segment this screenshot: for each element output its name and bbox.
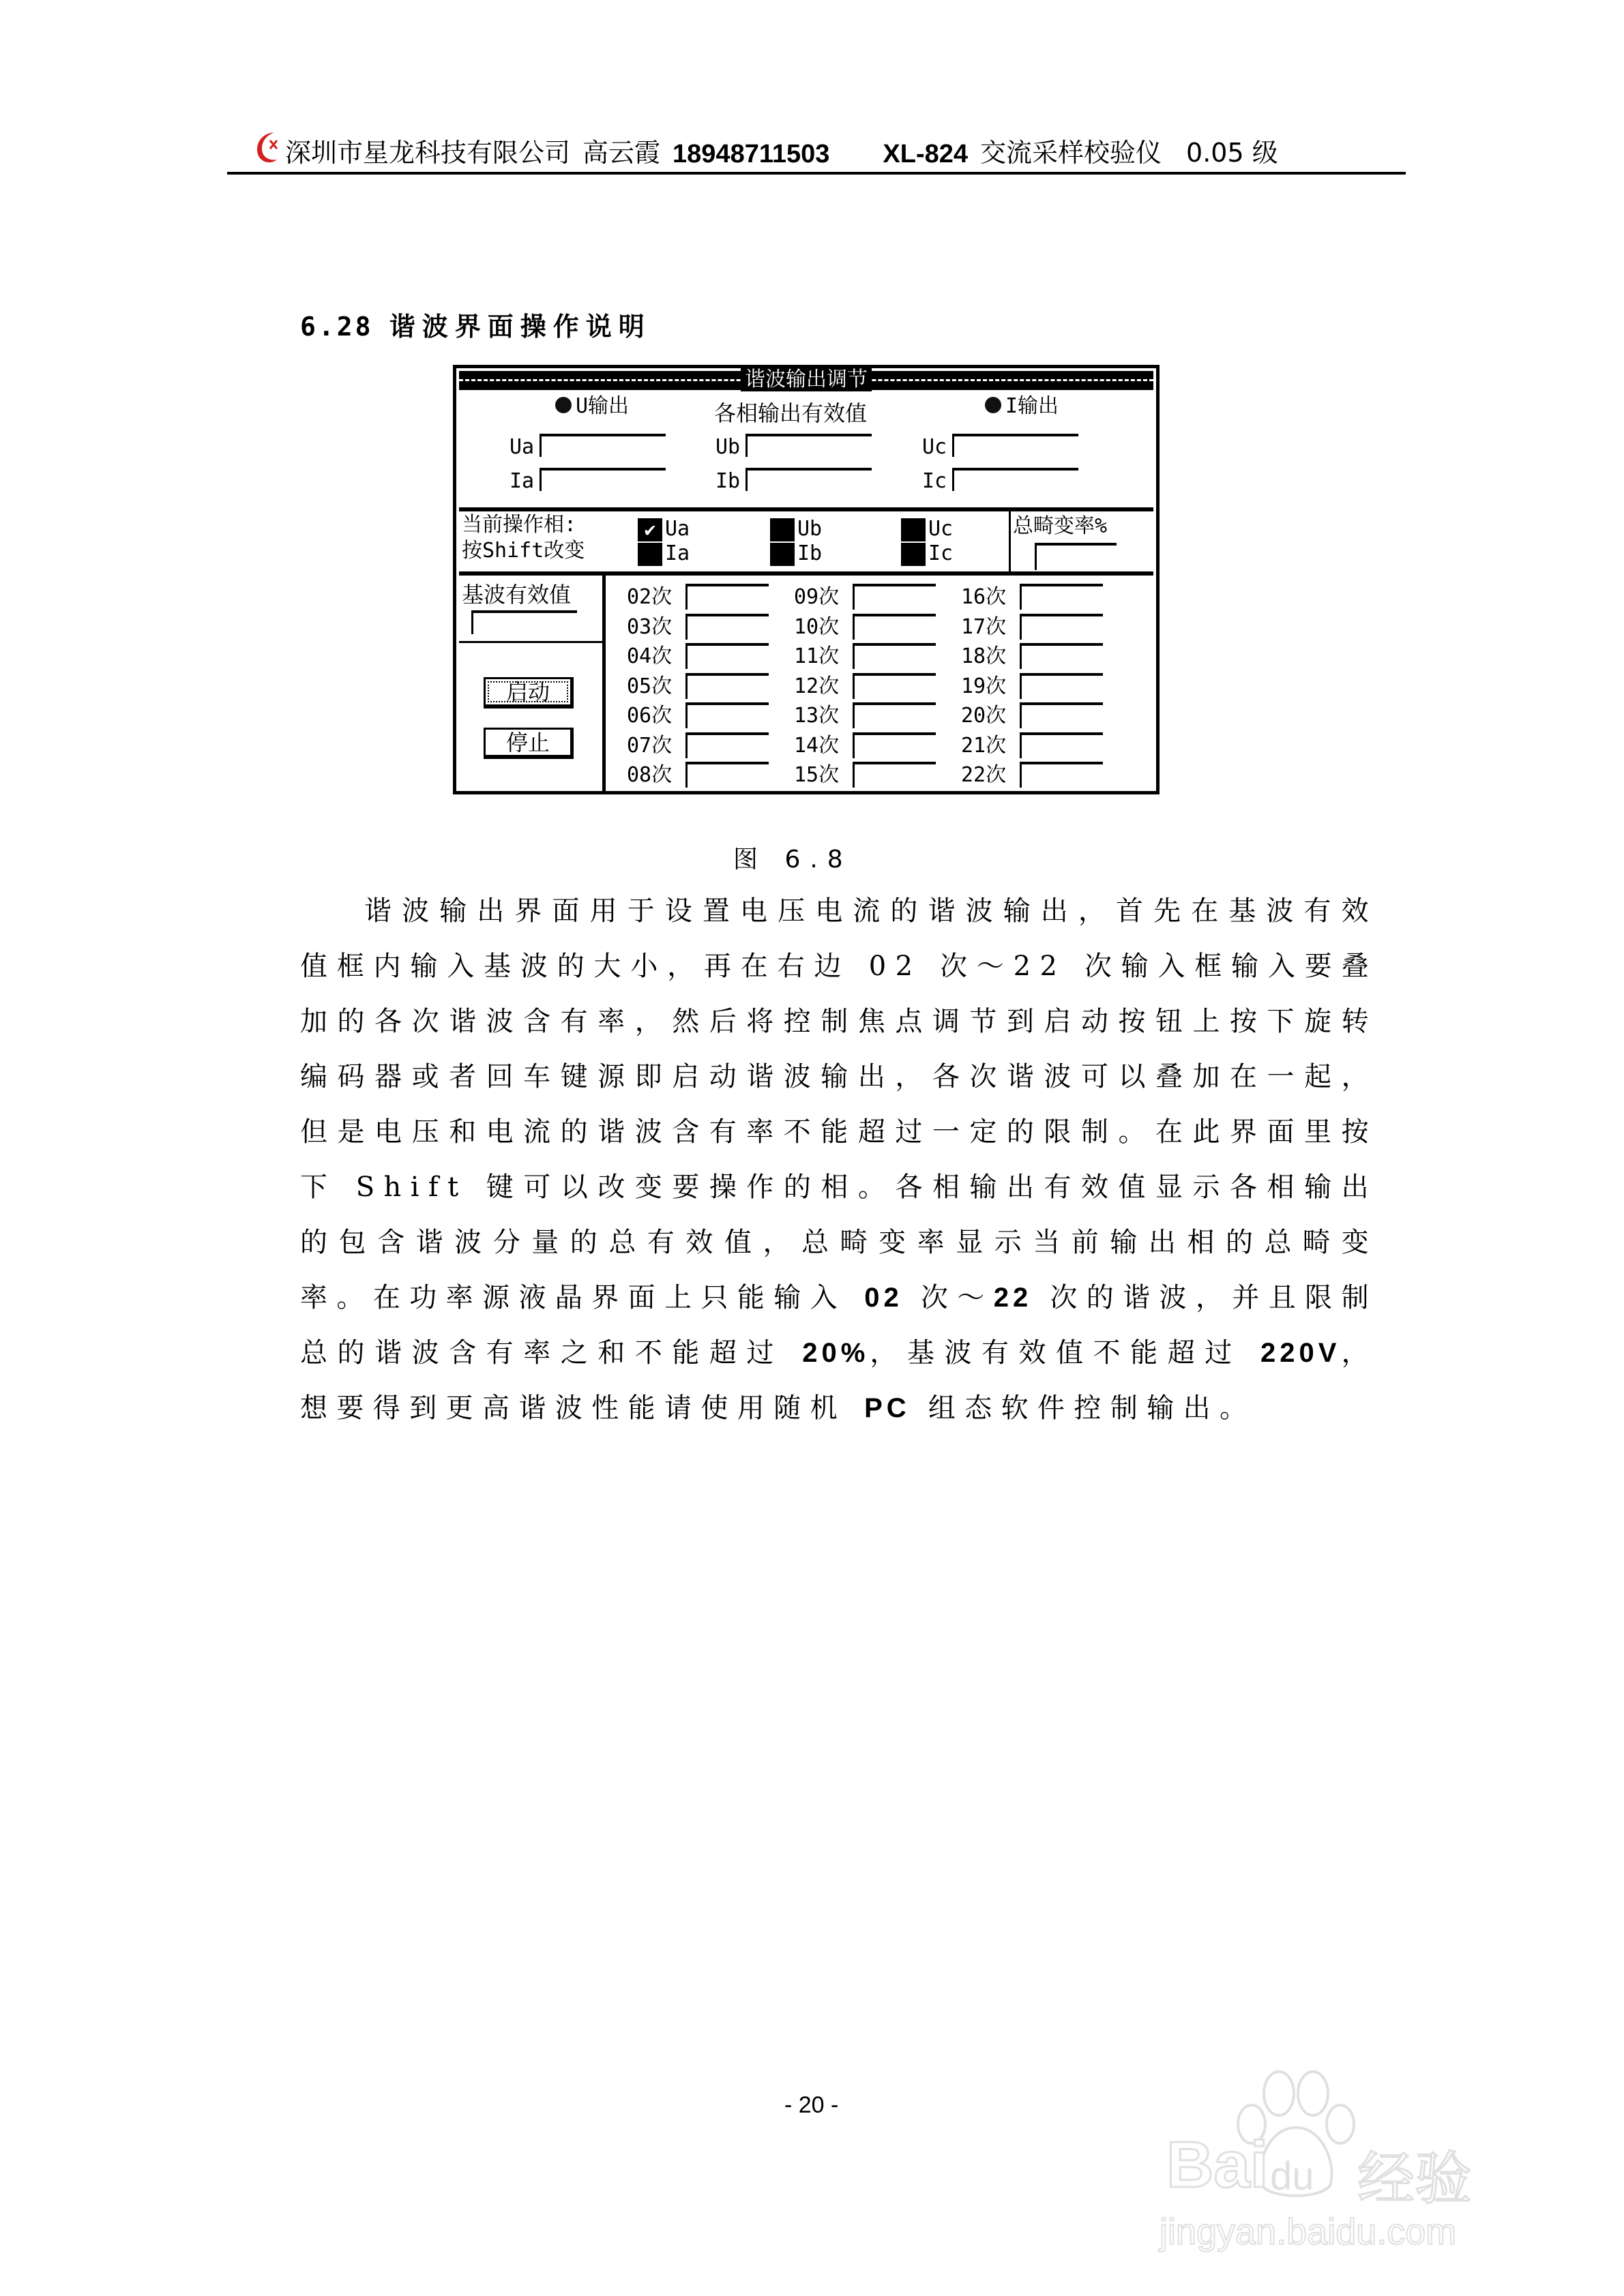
- harmonic-field-08[interactable]: [685, 762, 769, 788]
- para-bold: 220V: [1260, 1338, 1341, 1368]
- watermark-brand: Bai: [1166, 2128, 1269, 2201]
- harmonic-label-04: [627, 646, 672, 668]
- radio-dot-icon: [555, 397, 572, 413]
- check-uc[interactable]: [901, 518, 926, 541]
- harmonic-field-18[interactable]: [1020, 643, 1103, 669]
- harmonic-suffix: 次: [818, 644, 840, 668]
- divider: [459, 641, 602, 643]
- harmonic-field-21[interactable]: [1020, 732, 1103, 758]
- harmonic-label-10: [794, 616, 839, 638]
- harmonic-order: 03: [627, 614, 652, 639]
- current-phase-label: 当前操作相:: [462, 513, 577, 537]
- harmonic-order: 07: [627, 733, 652, 758]
- start-button-label: 启动: [505, 679, 550, 705]
- body-paragraph: [300, 884, 1378, 1436]
- harmonic-order: 22: [961, 763, 986, 787]
- harmonic-label-22: [961, 764, 1006, 786]
- harmonic-label-18: [961, 646, 1006, 668]
- harmonic-suffix: 次: [818, 614, 840, 639]
- harmonic-suffix: 次: [986, 585, 1007, 609]
- harmonic-order: 11: [794, 644, 819, 668]
- harmonic-suffix: 次: [986, 614, 1007, 639]
- divider: [459, 571, 1153, 576]
- harmonic-label-15: [794, 764, 839, 786]
- harmonic-suffix: 次: [986, 704, 1007, 728]
- harmonic-label-17: [961, 616, 1006, 638]
- check-label-ub: Ub: [797, 517, 823, 541]
- i-output-radio[interactable]: [985, 396, 1059, 417]
- phase-label-ic: Ic: [922, 469, 947, 493]
- para-text: ，基波有效值不能超过: [869, 1337, 1261, 1369]
- harmonic-order: 21: [961, 733, 986, 758]
- harmonic-label-12: [794, 676, 839, 698]
- figure-caption: 图 6.8: [733, 846, 853, 874]
- harmonic-field-17[interactable]: [1020, 614, 1103, 640]
- para-bold: 20%: [802, 1338, 870, 1368]
- rms-heading: 各相输出有效值: [714, 400, 868, 426]
- start-button[interactable]: [484, 677, 574, 709]
- header-product: 交流采样校验仪: [980, 138, 1162, 168]
- harmonic-field-07[interactable]: [685, 732, 769, 758]
- harmonic-suffix: 次: [651, 704, 673, 728]
- para-text: 谐波输出界面用于设置电压电流的谐波输出，首先在基波有效值框内输入基波的大小，再在右边 02 次～22 次输入框输入要叠加的各次谐波含有率，然后将控制焦点调节到启动按钮上按下旋转编码器或者回车键源即启动谐波输出，各次谐波可以叠加在一起，但是电压和电流的谐波含有率不能超过一定的限制。在此界面里按下 Shift 键可以改变要操作的相。各相输出有效值显示各相输出的包含谐波分量的总有效值，总畸变率显示当前输出相的总畸变率。在功率源液晶界面上只能输入: [300, 895, 1378, 1313]
- harmonic-suffix: 次: [818, 733, 840, 758]
- company-logo-icon: [254, 128, 282, 166]
- header-contact: 高云霞: [582, 138, 661, 168]
- dialog-title: 谐波输出调节: [741, 368, 872, 391]
- phase-field-ua: [540, 434, 666, 457]
- harmonic-suffix: 次: [818, 763, 840, 787]
- harmonic-suffix: 次: [986, 644, 1007, 668]
- watermark-brand-du: du: [1270, 2154, 1314, 2198]
- harmonic-suffix: 次: [986, 733, 1007, 758]
- para-bold: PC: [864, 1393, 911, 1423]
- harmonic-order: 02: [627, 585, 652, 609]
- harmonic-order: 13: [794, 704, 819, 728]
- thd-label: 总畸变率%: [1013, 514, 1108, 538]
- stop-button[interactable]: [484, 728, 574, 759]
- harmonic-suffix: 次: [818, 585, 840, 609]
- section-number: 6.28: [300, 312, 374, 342]
- harmonic-label-11: [794, 646, 839, 668]
- harmonic-order: 19: [961, 674, 986, 698]
- para-bold: 02: [864, 1283, 903, 1313]
- harmonic-field-10[interactable]: [853, 614, 936, 640]
- harmonic-label-02: [627, 586, 672, 608]
- harmonic-order: 05: [627, 674, 652, 698]
- check-label-uc: Uc: [928, 517, 954, 541]
- harmonic-field-03[interactable]: [685, 614, 769, 640]
- para-text: 次的谐波，并且限制总的谐波含有率之和不能超过: [300, 1282, 1378, 1369]
- harmonic-field-13[interactable]: [853, 702, 936, 728]
- harmonic-label-09: [794, 586, 839, 608]
- harmonic-suffix: 次: [986, 763, 1007, 787]
- harmonic-order: 06: [627, 704, 652, 728]
- phase-field-uc: [952, 434, 1078, 457]
- check-ib[interactable]: [770, 543, 795, 566]
- check-label-ia: Ia: [665, 541, 690, 565]
- harmonic-field-09[interactable]: [853, 584, 936, 610]
- phase-label-ib: Ib: [715, 469, 741, 493]
- radio-dot-icon: [985, 397, 1001, 413]
- harmonic-order: 08: [627, 763, 652, 787]
- harmonic-order: 16: [961, 585, 986, 609]
- harmonic-field-11[interactable]: [853, 643, 936, 669]
- i-output-label: I输出: [1005, 394, 1059, 418]
- harmonic-label-13: [794, 705, 839, 727]
- harmonic-order: 14: [794, 733, 819, 758]
- shift-hint: 按Shift改变: [462, 539, 585, 563]
- harmonic-field-15[interactable]: [853, 762, 936, 788]
- phase-label-ub: Ub: [715, 435, 741, 459]
- harmonic-field-06[interactable]: [685, 702, 769, 728]
- stop-button-label: 停止: [505, 730, 550, 756]
- check-label-ib: Ib: [797, 541, 823, 565]
- harmonic-field-22[interactable]: [1020, 762, 1103, 788]
- harmonic-suffix: 次: [651, 733, 673, 758]
- para-text: ，想要得到更高谐波性能请使用随机: [300, 1337, 1378, 1424]
- check-ub[interactable]: [770, 518, 795, 541]
- phase-field-ub: [745, 434, 872, 457]
- watermark-url: jingyan.baidu.com: [1160, 2211, 1457, 2252]
- harmonic-field-14[interactable]: [853, 732, 936, 758]
- harmonic-order: 15: [794, 763, 819, 787]
- harmonic-label-06: [627, 705, 672, 727]
- harmonic-label-20: [961, 705, 1006, 727]
- harmonic-label-08: [627, 764, 672, 786]
- harmonic-field-04[interactable]: [685, 643, 769, 669]
- harmonic-order: 20: [961, 704, 986, 728]
- harmonic-label-19: [961, 676, 1006, 698]
- harmonic-field-05[interactable]: [685, 673, 769, 699]
- phase-label-ia: Ia: [510, 469, 535, 493]
- check-label-ua: Ua: [665, 517, 690, 541]
- harmonic-suffix: 次: [651, 763, 673, 787]
- baidu-watermark: [1153, 2046, 1535, 2271]
- harmonic-suffix: 次: [651, 614, 673, 639]
- harmonic-suffix: 次: [986, 674, 1007, 698]
- check-ia[interactable]: [638, 543, 662, 566]
- harmonic-order: 09: [794, 585, 819, 609]
- harmonic-field-20[interactable]: [1020, 702, 1103, 728]
- fundamental-label: 基波有效值: [462, 582, 572, 608]
- harmonic-label-16: [961, 586, 1006, 608]
- harmonic-label-21: [961, 735, 1006, 757]
- harmonic-field-16[interactable]: [1020, 584, 1103, 610]
- harmonic-suffix: 次: [818, 704, 840, 728]
- divider: [459, 507, 1153, 511]
- divider: [602, 576, 606, 792]
- para-text: 组态软件控制输出。: [910, 1392, 1256, 1424]
- divider: [1009, 511, 1011, 571]
- watermark-brand-cn: 经验: [1357, 2145, 1473, 2212]
- section-heading: 谐波界面操作说明: [389, 312, 651, 342]
- harmonic-order: 12: [794, 674, 819, 698]
- phase-field-ic: [952, 468, 1078, 491]
- header-grade: 0.05 级: [1186, 138, 1278, 168]
- harmonic-label-07: [627, 735, 672, 757]
- harmonic-order: 10: [794, 614, 819, 639]
- harmonic-suffix: 次: [651, 585, 673, 609]
- harmonic-order: 04: [627, 644, 652, 668]
- thd-field: [1035, 543, 1117, 570]
- harmonic-suffix: 次: [651, 674, 673, 698]
- section-title: [300, 305, 651, 343]
- header-company: 深圳市星龙科技有限公司: [285, 138, 571, 168]
- harmonic-label-05: [627, 676, 672, 698]
- harmonic-suffix: 次: [651, 644, 673, 668]
- harmonic-label-03: [627, 616, 672, 638]
- para-text: 次～: [902, 1282, 994, 1313]
- page-number: - 20 -: [784, 2092, 839, 2118]
- u-output-label: U输出: [576, 394, 630, 418]
- para-bold: 22: [993, 1283, 1033, 1313]
- phase-label-ua: Ua: [510, 435, 535, 459]
- harmonic-suffix: 次: [818, 674, 840, 698]
- check-ua[interactable]: ✔: [638, 518, 662, 541]
- u-output-radio[interactable]: [555, 396, 629, 417]
- check-label-ic: Ic: [928, 541, 954, 565]
- fundamental-field[interactable]: [471, 610, 577, 634]
- header-phone: 18948711503: [673, 140, 830, 168]
- harmonic-field-02[interactable]: [685, 584, 769, 610]
- phase-label-uc: Uc: [922, 435, 947, 459]
- harmonic-output-dialog: [453, 365, 1160, 794]
- page-header: [254, 121, 1406, 169]
- check-ic[interactable]: [901, 543, 926, 566]
- header-rule: [227, 172, 1406, 175]
- dialog-title-bar: [459, 368, 1153, 391]
- harmonic-order: 17: [961, 614, 986, 639]
- harmonic-field-12[interactable]: [853, 673, 936, 699]
- harmonic-field-19[interactable]: [1020, 673, 1103, 699]
- phase-field-ia: [540, 468, 666, 491]
- header-model: XL-824: [883, 140, 969, 168]
- phase-field-ib: [745, 468, 872, 491]
- harmonic-label-14: [794, 735, 839, 757]
- harmonic-order: 18: [961, 644, 986, 668]
